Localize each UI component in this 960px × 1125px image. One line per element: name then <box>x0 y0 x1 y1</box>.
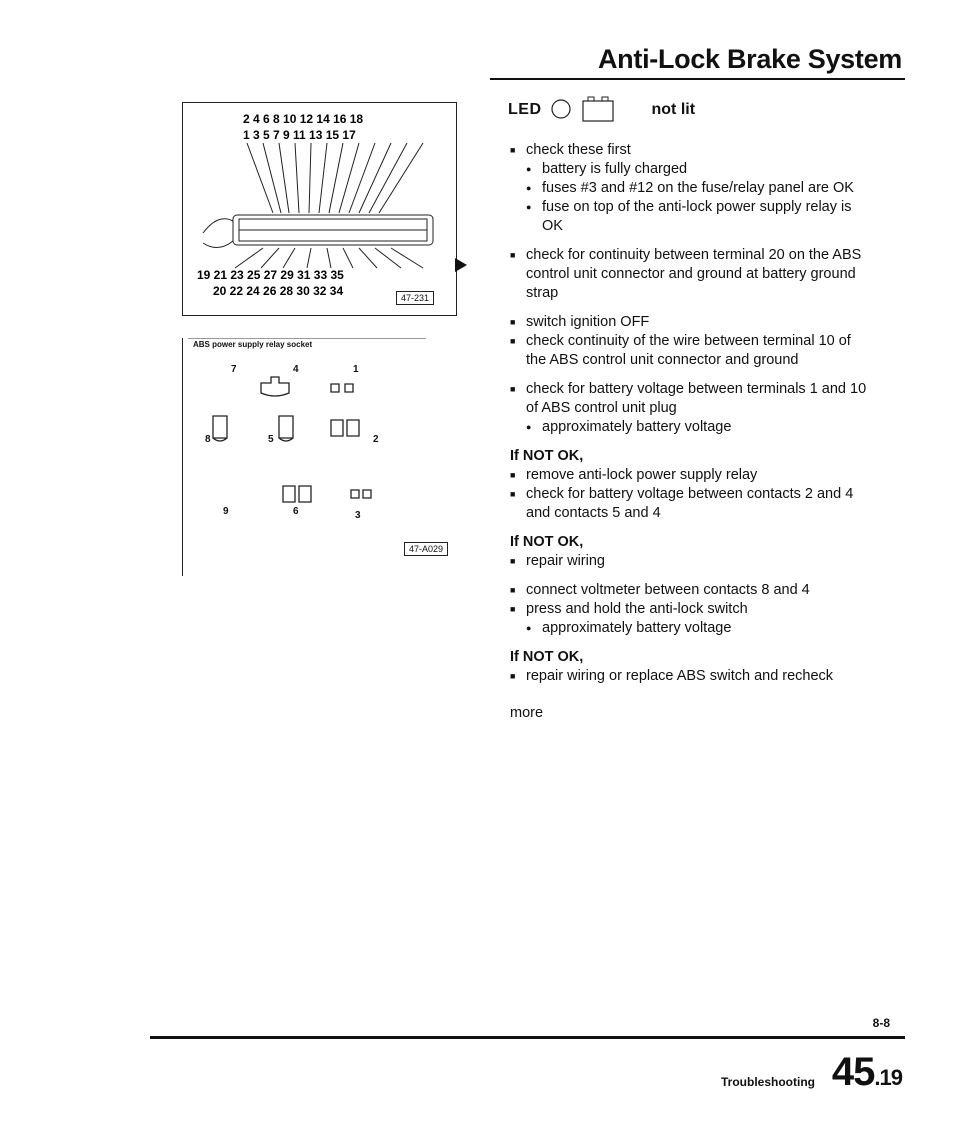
sub-step: ● approximately battery voltage <box>510 619 870 638</box>
sub-step: ● battery is fully charged <box>510 160 870 179</box>
condition-heading: If NOT OK, <box>510 448 584 464</box>
figure-label: 47-231 <box>396 291 434 305</box>
page-number-sub: .19 <box>874 1065 902 1090</box>
relay-socket-illustration <box>183 338 456 576</box>
connector-bottom-even-numbers: 20 22 24 26 28 30 32 34 <box>213 284 344 298</box>
step-group <box>510 533 870 571</box>
figure-label: 47-A029 <box>404 542 448 556</box>
procedure-column <box>510 95 870 723</box>
step-group <box>510 447 870 523</box>
step-item: ■ repair wiring or replace ABS switch and recheck <box>510 667 870 686</box>
step-group <box>510 581 870 638</box>
switch-icon <box>580 95 616 123</box>
condition-heading: If NOT OK, <box>510 534 584 550</box>
step-item: ■ check for continuity between terminal 20 on the ABS control unit connector and ground at battery ground strap <box>510 246 870 303</box>
led-icon <box>550 97 572 121</box>
connector-illustration <box>183 103 456 315</box>
page-title: Anti-Lock Brake System <box>597 44 902 74</box>
step-item: ■ check for battery voltage between terminals 1 and 10 of ABS control unit plug <box>510 380 870 418</box>
socket-contacts <box>213 377 371 502</box>
step-group <box>510 380 870 437</box>
page-number <box>832 1050 902 1095</box>
sub-step: ● approximately battery voltage <box>510 418 870 437</box>
pin-label: 9 <box>223 506 229 517</box>
figure-title: ABS power supply relay socket <box>193 340 313 349</box>
led-status: not lit <box>651 100 696 118</box>
step-group <box>510 648 870 686</box>
section-name: Troubleshooting <box>721 1075 815 1089</box>
step-item: ■ repair wiring <box>510 552 870 571</box>
step-group <box>510 313 870 370</box>
connector-wires <box>203 143 433 268</box>
continued-note: more <box>510 705 544 721</box>
step-item: ■ check for battery voltage between contacts 2 and 4 and contacts 5 and 4 <box>510 485 870 523</box>
pin-label: 1 <box>353 364 359 375</box>
page-number-main: 45 <box>831 1050 875 1094</box>
pin-label: 7 <box>231 364 237 375</box>
arrow-icon <box>455 258 467 272</box>
condition-heading: If NOT OK, <box>510 649 584 665</box>
connector-top-odd-numbers: 1 3 5 7 9 11 13 15 17 <box>243 128 356 142</box>
figure-top-rule <box>188 338 426 339</box>
step-item: ■ check these first <box>510 141 870 160</box>
pin-label: 8 <box>205 434 211 445</box>
step-item: ■ check continuity of the wire between terminal 10 of the ABS control unit connector and ground <box>510 332 870 370</box>
connector-bottom-odd-numbers: 19 21 23 25 27 29 31 33 35 <box>197 268 344 282</box>
page-code: 8-8 <box>872 1016 890 1030</box>
step-group <box>510 246 870 303</box>
pin-label: 2 <box>373 434 379 445</box>
step-item: ■ connect voltmeter between contacts 8 and 4 <box>510 581 870 600</box>
led-label: LED <box>508 100 542 118</box>
pin-label: 3 <box>355 510 361 521</box>
header-rule <box>490 78 905 80</box>
pin-label: 6 <box>293 506 299 517</box>
pin-label: 4 <box>293 364 299 375</box>
relay-socket-diagram <box>182 338 456 576</box>
step-group <box>510 141 870 236</box>
connector-diagram <box>182 102 457 316</box>
step-item: ■ press and hold the anti-lock switch <box>510 600 870 619</box>
sub-step: ● fuses #3 and #12 on the fuse/relay panel are OK <box>510 179 870 198</box>
connector-top-even-numbers: 2 4 6 8 10 12 14 16 18 <box>243 112 364 126</box>
footer-rule <box>150 1036 905 1039</box>
pin-label: 5 <box>268 434 274 445</box>
step-item: ■ remove anti-lock power supply relay <box>510 466 870 485</box>
sub-step: ● fuse on top of the anti-lock power supply relay is OK <box>510 198 870 236</box>
step-item: ■ switch ignition OFF <box>510 313 870 332</box>
led-heading <box>508 95 870 123</box>
